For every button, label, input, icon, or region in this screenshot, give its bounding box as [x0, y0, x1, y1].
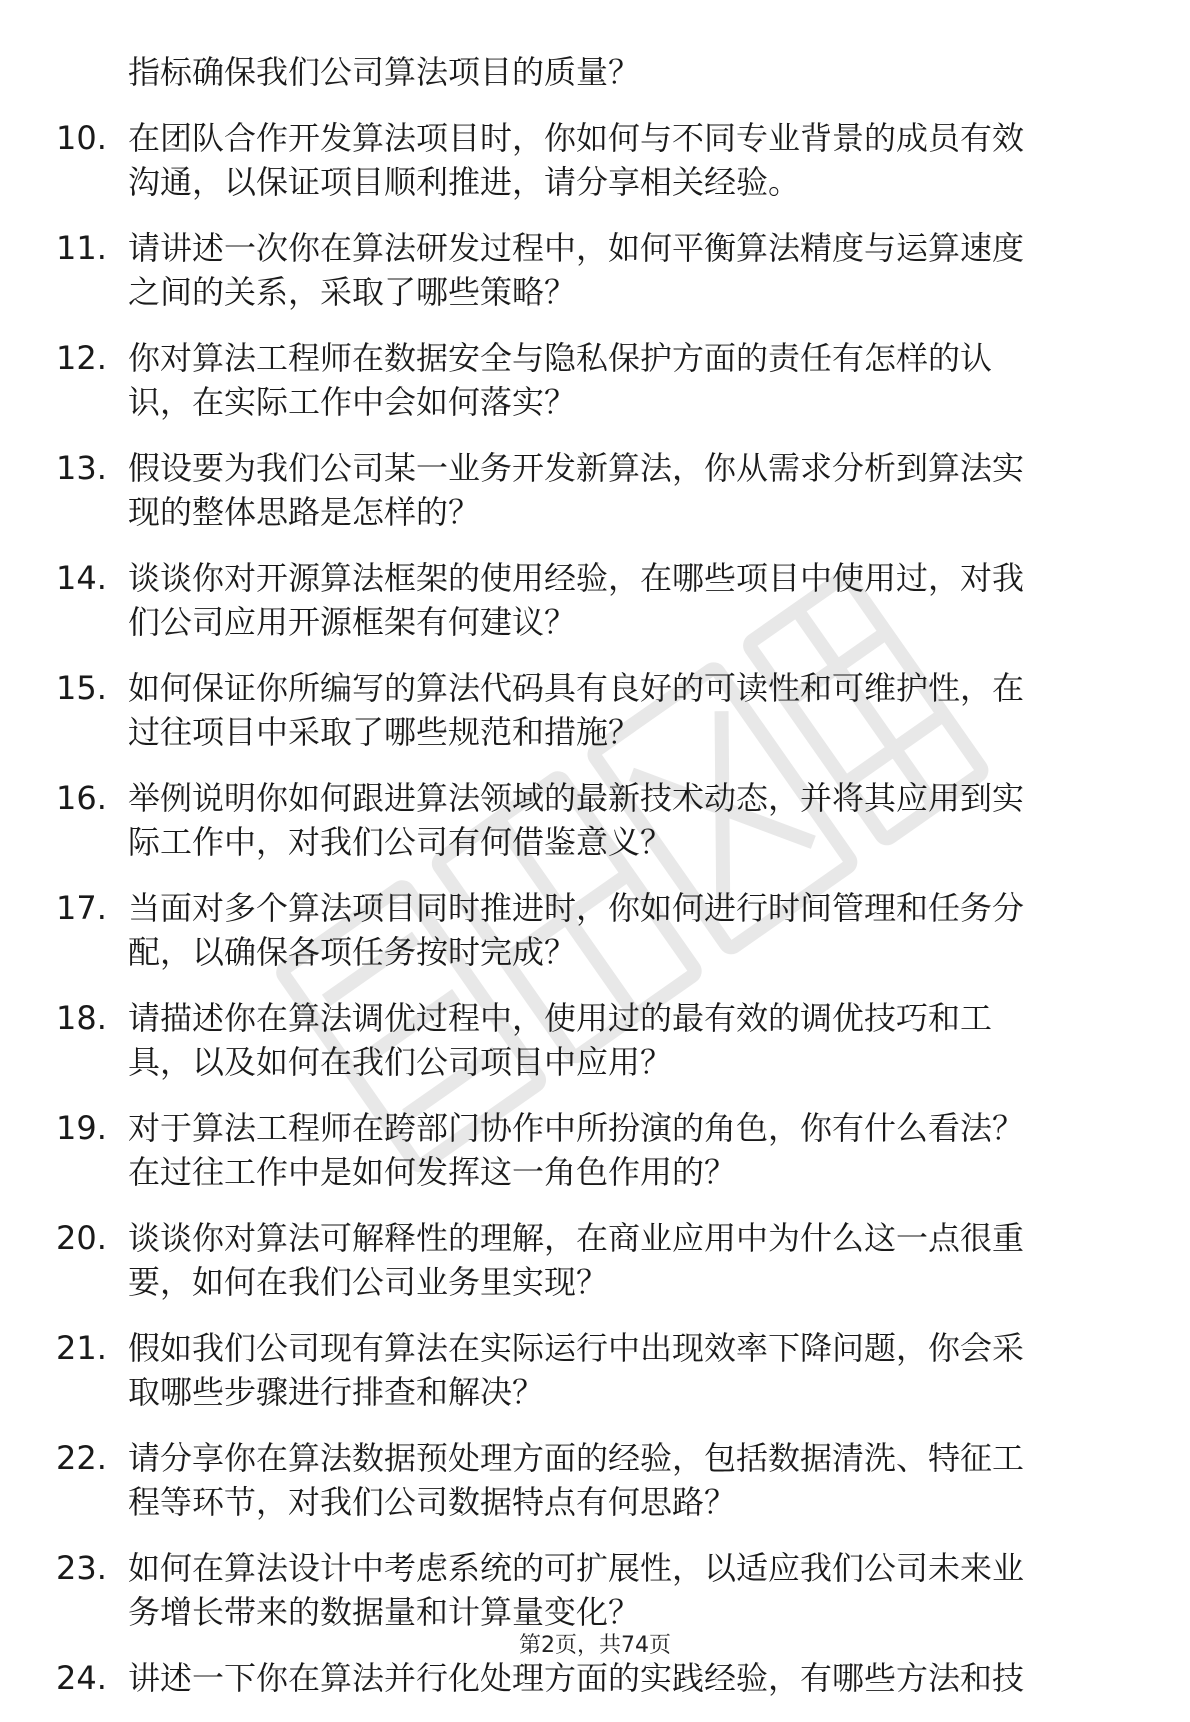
question-number: 11. [56, 229, 107, 267]
question-text [128, 556, 1136, 644]
question-item [56, 226, 1136, 314]
question-number: 21. [56, 1329, 107, 1367]
question-line: 谈谈你对算法可解释性的理解，在商业应用中为什么这一点很重 [128, 1219, 1025, 1257]
question-line: 当面对多个算法项目同时推进时，你如何进行时间管理和任务分 [128, 889, 1025, 927]
question-line: 假设要为我们公司某一业务开发新算法，你从需求分析到算法实 [128, 449, 1025, 487]
question-line: 举例说明你如何跟进算法领域的最新技术动态，并将其应用到实 [128, 779, 1025, 817]
question-number: 14. [56, 559, 107, 597]
continuation-text: 指标确保我们公司算法项目的质量？ [128, 53, 641, 91]
question-number: 16. [56, 779, 107, 817]
question-number: 17. [56, 889, 107, 927]
question-number: 12. [56, 339, 107, 377]
question-line: 际工作中，对我们公司有何借鉴意义？ [128, 823, 673, 861]
question-text [128, 1106, 1136, 1194]
page-footer: 第2页，共74页 [519, 1633, 671, 1658]
question-number: 22. [56, 1439, 107, 1477]
question-text [128, 226, 1136, 314]
question-item [56, 1656, 1136, 1700]
question-number: 18. [56, 999, 107, 1037]
question-line: 具，以及如何在我们公司项目中应用？ [128, 1043, 673, 1081]
question-line: 如何在算法设计中考虑系统的可扩展性，以适应我们公司未来业 [128, 1549, 1025, 1587]
question-line: 沟通，以保证项目顺利推进，请分享相关经验。 [128, 163, 801, 201]
question-item [56, 556, 1136, 644]
question-item [56, 996, 1136, 1084]
question-text [128, 776, 1136, 864]
question-line: 识，在实际工作中会如何落实？ [128, 383, 577, 421]
question-line: 你对算法工程师在数据安全与隐私保护方面的责任有怎样的认 [128, 339, 993, 377]
question-item [56, 886, 1136, 974]
question-text [128, 1656, 1136, 1700]
question-item [56, 1106, 1136, 1194]
question-line: 现的整体思路是怎样的？ [128, 493, 481, 531]
question-text [128, 116, 1136, 204]
question-line: 之间的关系，采取了哪些策略？ [128, 273, 577, 311]
question-item [56, 1436, 1136, 1524]
question-number: 13. [56, 449, 107, 487]
question-line: 如何保证你所编写的算法代码具有良好的可读性和可维护性，在 [128, 669, 1025, 707]
question-line: 请讲述一次你在算法研发过程中，如何平衡算法精度与运算速度 [128, 229, 1025, 267]
question-number: 24. [56, 1659, 107, 1697]
question-line: 请分享你在算法数据预处理方面的经验，包括数据清洗、特征工 [128, 1439, 1025, 1477]
question-line: 对于算法工程师在跨部门协作中所扮演的角色，你有什么看法？ [128, 1109, 1025, 1147]
question-line: 讲述一下你在算法并行化处理方面的实践经验，有哪些方法和技 [128, 1659, 1025, 1697]
question-text [128, 1436, 1136, 1524]
question-text [128, 996, 1136, 1084]
question-line: 谈谈你对开源算法框架的使用经验，在哪些项目中使用过，对我 [128, 559, 1025, 597]
question-line: 务增长带来的数据量和计算量变化？ [128, 1593, 641, 1631]
question-line: 取哪些步骤进行排查和解决？ [128, 1373, 545, 1411]
question-text [128, 446, 1136, 534]
question-text [128, 1216, 1136, 1304]
question-number: 20. [56, 1219, 107, 1257]
question-text [128, 666, 1136, 754]
question-text [128, 1326, 1136, 1414]
question-line: 假如我们公司现有算法在实际运行中出现效率下降问题，你会采 [128, 1329, 1025, 1367]
question-text [128, 336, 1136, 424]
question-item [56, 116, 1136, 204]
question-item [56, 1326, 1136, 1414]
question-item [56, 1216, 1136, 1304]
question-line: 们公司应用开源框架有何建议？ [128, 603, 577, 641]
question-line: 过往项目中采取了哪些规范和措施？ [128, 713, 641, 751]
question-item [56, 336, 1136, 424]
question-line: 请描述你在算法调优过程中，使用过的最有效的调优技巧和工 [128, 999, 993, 1037]
question-list [56, 50, 1136, 1722]
question-number: 19. [56, 1109, 107, 1147]
question-number: 15. [56, 669, 107, 707]
question-number: 23. [56, 1549, 107, 1587]
question-item [56, 1546, 1136, 1634]
question-text [128, 886, 1136, 974]
question-line: 程等环节，对我们公司数据特点有何思路？ [128, 1483, 737, 1521]
question-line: 在团队合作开发算法项目时，你如何与不同专业背景的成员有效 [128, 119, 1025, 157]
question-text [128, 1546, 1136, 1634]
question-line: 配，以确保各项任务按时完成？ [128, 933, 577, 971]
question-item [56, 666, 1136, 754]
question-line: 在过往工作中是如何发挥这一角色作用的？ [128, 1153, 737, 1191]
question-line: 要，如何在我们公司业务里实现？ [128, 1263, 609, 1301]
question-item [56, 776, 1136, 864]
question-item [56, 446, 1136, 534]
question-number: 10. [56, 119, 107, 157]
